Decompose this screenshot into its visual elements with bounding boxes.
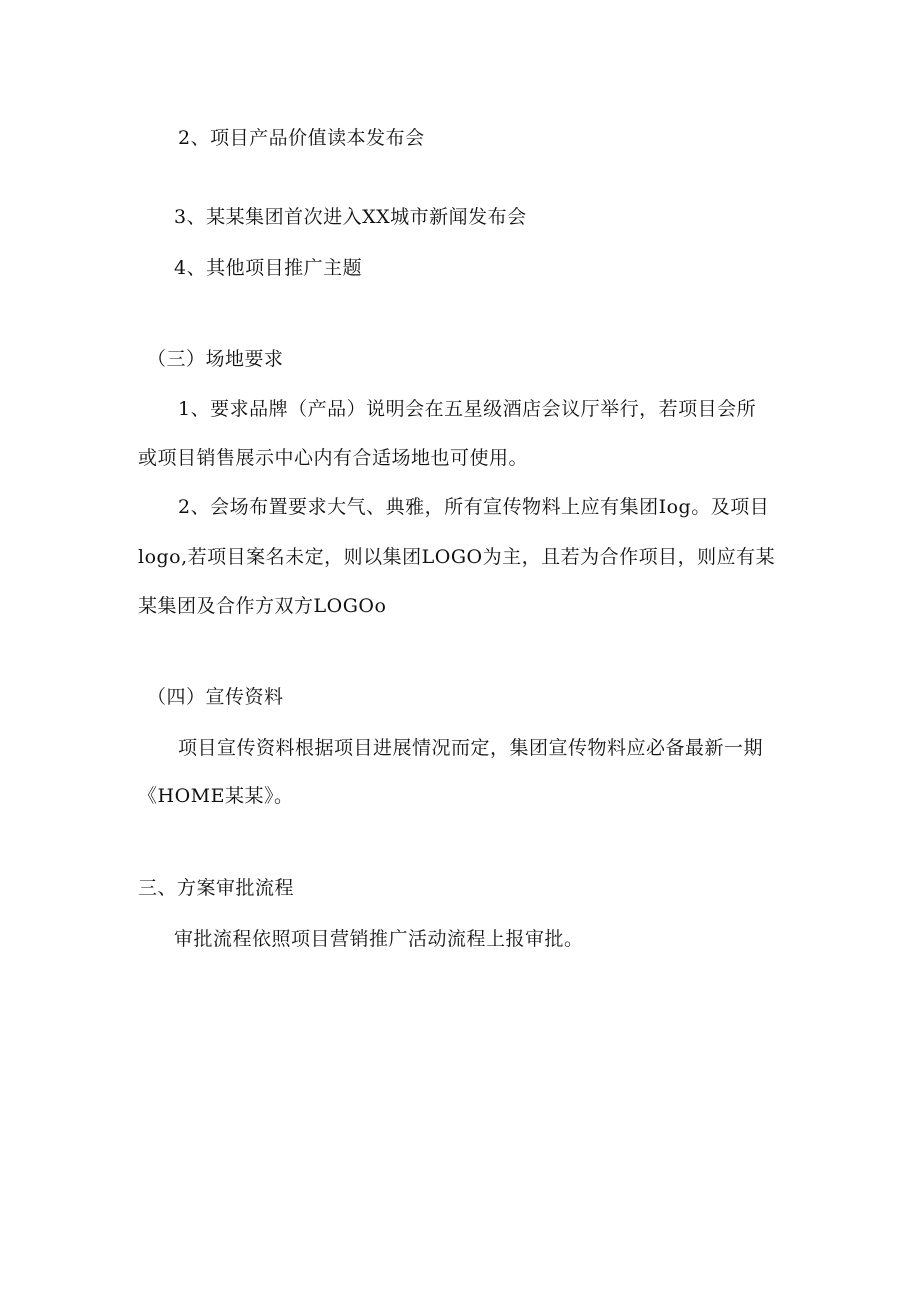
section-heading-venue: （三）场地要求	[147, 348, 284, 370]
venue-paragraph-2-line-2: logo,若项目案名未定，则以集团LOGO为主，且若为合作项目，则应有某	[138, 546, 776, 568]
materials-paragraph-line-2: 《HOME某某》。	[138, 785, 294, 807]
section-heading-materials: （四）宣传资料	[147, 686, 284, 708]
list-item-4: 4、其他项目推广主题	[174, 257, 363, 279]
venue-paragraph-1-line-1: 1、要求品牌（产品）说明会在五星级酒店会议厅举行，若项目会所	[178, 398, 757, 420]
list-item-2: 2、项目产品价值读本发布会	[178, 127, 425, 149]
approval-paragraph-line-1: 审批流程依照项目营销推广活动流程上报审批。	[174, 928, 584, 950]
venue-paragraph-2-line-3: 某集团及合作方双方LOGOo	[138, 595, 387, 617]
section-heading-approval: 三、方案审批流程	[138, 877, 295, 899]
venue-paragraph-1-line-2: 或项目销售展示中心内有合适场地也可使用。	[138, 447, 529, 469]
materials-paragraph-line-1: 项目宣传资料根据项目进展情况而定，集团宣传物料应必备最新一期	[178, 737, 764, 759]
venue-paragraph-2-line-1: 2、会场布置要求大气、典雅，所有宣传物料上应有集团Iog。及项目	[178, 496, 770, 518]
list-item-3: 3、某某集团首次进入XX城市新闻发布会	[174, 206, 527, 228]
